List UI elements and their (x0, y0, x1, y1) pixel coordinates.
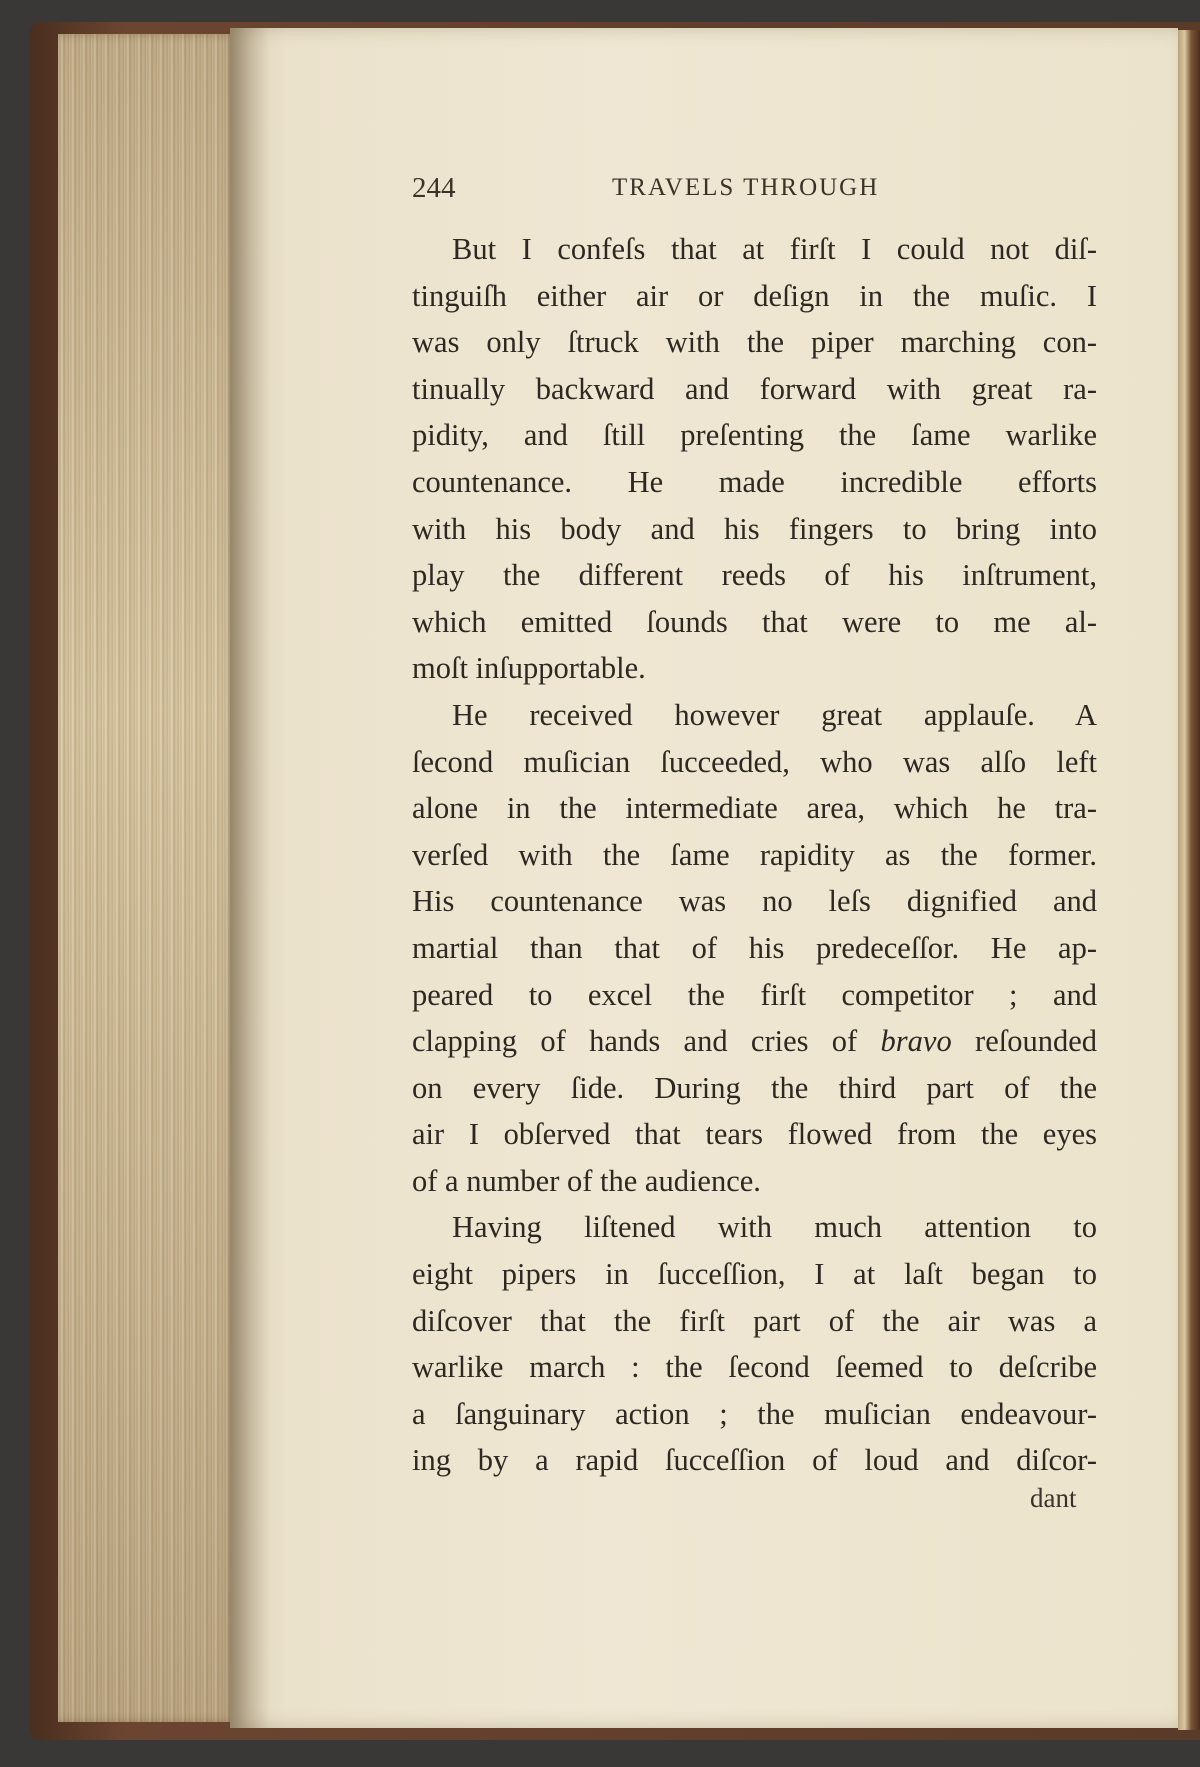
page-number: 244 (412, 172, 456, 204)
catchword: dant (1030, 1483, 1077, 1513)
text-line: on every ſide. During the third part of the (412, 1070, 1097, 1105)
text-line: air I obſerved that tears flowed from the eyes (412, 1117, 1097, 1152)
text-line: with his body and his fingers to bring into (412, 511, 1097, 546)
text-line: tinually backward and forward with great ra- (412, 371, 1097, 406)
text-fragment: clapping of hands and cries of (412, 1024, 881, 1059)
text-line: of a number of the audience. (412, 1163, 761, 1198)
running-head-title: TRAVELS THROUGH (612, 174, 880, 201)
text-line: which emitted ſounds that were to me al- (412, 604, 1097, 639)
text-line: tinguiſh either air or deſign in the muſic. I (412, 278, 1097, 313)
text-line: Having liſtened with much attention to (452, 1210, 1097, 1245)
text-line: diſcover that the firſt part of the air was a (412, 1303, 1097, 1338)
text-line: alone in the intermediate area, which he tra- (412, 791, 1097, 826)
right-page-edge (1178, 30, 1200, 1730)
text-line: pidity, and ſtill preſenting the ſame warlike (412, 418, 1097, 453)
text-line: play the different reeds of his inſtrument, (412, 558, 1097, 593)
body-text (412, 226, 1097, 1484)
stacked-page-edges (58, 34, 236, 1722)
text-line: ing by a rapid ſucceſſion of loud and diſcor- (412, 1443, 1097, 1478)
text-line: countenance. He made incredible efforts (412, 464, 1097, 499)
text-fragment: reſounded (951, 1024, 1097, 1059)
text-line: martial than that of his predeceſſor. He ap- (412, 930, 1097, 965)
text-line: ſecond muſician ſucceeded, who was alſo left (412, 744, 1097, 779)
text-line: eight pipers in ſucceſſion, I at laſt began to (412, 1257, 1097, 1292)
text-line: peared to excel the firſt competitor ; and (412, 977, 1097, 1012)
gutter-shadow (230, 28, 270, 1728)
text-line: was only ſtruck with the piper marching con- (412, 325, 1097, 360)
text-line: moſt inſupportable. (412, 651, 646, 686)
running-head (412, 172, 952, 212)
text-line: His countenance was no leſs dignified and (412, 884, 1097, 919)
text-line: He received however great applauſe. A (452, 697, 1097, 732)
italic-word: bravo (880, 1024, 952, 1059)
text-line: a ſanguinary action ; the muſician endeavour- (412, 1396, 1097, 1431)
text-line: warlike march : the ſecond ſeemed to deſcribe (412, 1350, 1097, 1385)
text-line: But I confeſs that at firſt I could not diſ- (452, 232, 1097, 266)
text-line: verſed with the ſame rapidity as the former. (412, 837, 1097, 872)
text-line-with-italic (412, 1018, 1097, 1065)
